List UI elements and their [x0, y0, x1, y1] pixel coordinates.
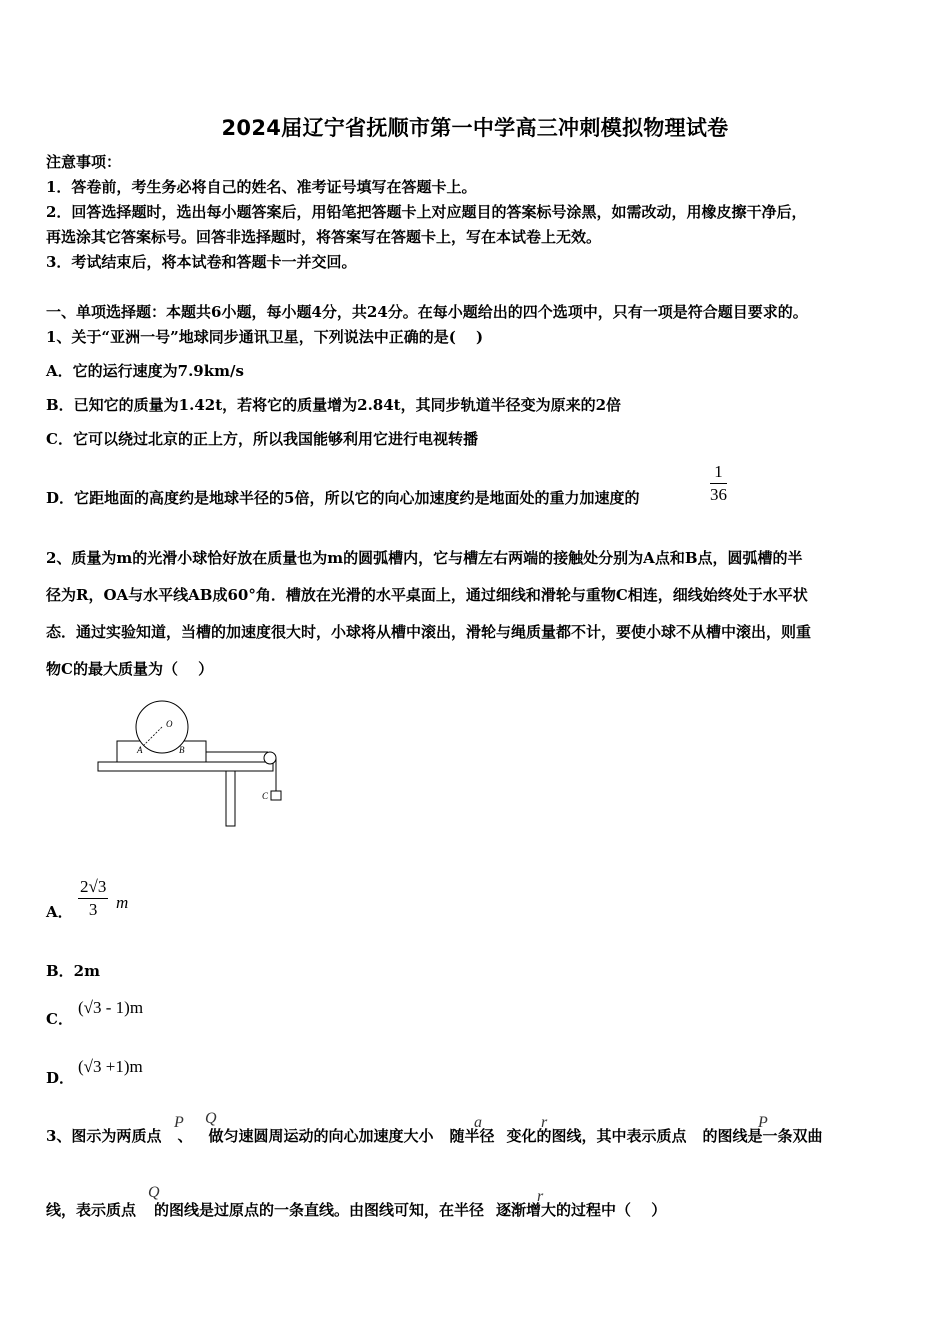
q2-option-c-label: C． [46, 1010, 73, 1028]
q1-option-a: A．它的运行速度为7.9km/s [46, 362, 244, 380]
q3-text: 线，表示质点 [46, 1201, 137, 1219]
notice-heading: 注意事项： [46, 153, 122, 171]
q3-var-r2: r [537, 1188, 544, 1205]
q3-var-p2: P [758, 1114, 768, 1131]
fraction-denominator: 3 [88, 900, 98, 919]
q1-stem: 1、关于“亚洲一号”地球同步通讯卫星，下列说法中正确的是( ) [46, 328, 484, 346]
pulley [264, 752, 276, 764]
q2-line-4: 物C的最大质量为（ ） [46, 660, 214, 678]
fraction-numerator: 2√3 [78, 877, 108, 899]
fraction-denominator: 36 [710, 485, 727, 504]
q3-var-a: a [474, 1114, 482, 1131]
q2-option-d-label: D． [46, 1069, 75, 1087]
q3-text: 逐渐增大的过程中（ ） [496, 1201, 667, 1219]
q3-text: 做匀速圆周运动的向心加速度大小 [208, 1127, 434, 1145]
q2-line-3: 态．通过实验知道，当槽的加速度很大时，小球将从槽中滚出，滑轮与绳质量都不计，要使小球不从槽中滚出，则重 [46, 623, 812, 641]
label-a: A [137, 745, 143, 755]
label-o: O [166, 719, 173, 729]
q3-line-1 [46, 1126, 823, 1146]
q3-text: 变化的图线，其中表示质点 [506, 1127, 687, 1145]
q2-option-a-var: m [116, 893, 129, 912]
label-b: B [179, 745, 185, 755]
weight-c [271, 791, 281, 800]
q1-option-d-fraction [710, 462, 727, 505]
q3-text: 随半径 [449, 1127, 495, 1145]
q2-line-2: 径为R，OA与水平线AB成60°角．槽放在光滑的水平桌面上，通过细线和滑轮与重物C相连，细线始终处于水平状 [46, 586, 808, 604]
q3-line-2 [46, 1200, 666, 1220]
page-title: 2024届辽宁省抚顺市第一中学高三冲刺模拟物理试卷 [221, 116, 729, 140]
q2-line-1: 2、质量为m的光滑小球恰好放在质量也为m的圆弧槽内，它与槽左右两端的接触处分别为A点和B点，圆弧槽的半 [46, 549, 803, 567]
table-leg [226, 771, 235, 826]
q3-var-q2: Q [148, 1184, 160, 1201]
q1-option-d: D．它距地面的高度约是地球半径的5倍，所以它的向心加速度约是地面处的重力加速度的 [46, 489, 640, 507]
q1-option-b: B．已知它的质量为1.42t，若将它的质量增为2.84t，其同步轨道半径变为原来的2倍 [46, 396, 622, 414]
section-heading: 一、单项选择题：本题共6小题，每小题4分，共24分。在每小题给出的四个选项中，只有一项是符合题目要求的。 [46, 303, 808, 321]
q2-option-a-label: A． [46, 903, 73, 921]
q2-figure [90, 695, 290, 835]
q3-text: 3、图示为两质点 [46, 1127, 162, 1145]
q3-text: 的图线是过原点的一条直线。由图线可知，在半径 [154, 1201, 485, 1219]
q1-option-c: C．它可以绕过北京的正上方，所以我国能够利用它进行电视转播 [46, 430, 478, 448]
q3-var-q: Q [205, 1110, 217, 1127]
notice-item-1: 1．答卷前，考生务必将自己的姓名、准考证号填写在答题卡上。 [46, 178, 477, 196]
fraction-numerator: 1 [710, 462, 727, 484]
notice-item-3: 3．考试结束后，将本试卷和答题卡一并交回。 [46, 253, 357, 271]
label-c: C [262, 791, 269, 801]
q2-option-a-fraction [78, 877, 108, 920]
q2-option-d-expr: (√3 +1)m [78, 1057, 143, 1076]
notice-item-2: 2．回答选择题时，选出每小题答案后，用铅笔把答题卡上对应题目的答案标号涂黑，如需改动，用橡皮擦干净后， [46, 203, 807, 221]
table-top [98, 762, 273, 771]
q2-option-c-expr: (√3 - 1)m [78, 998, 144, 1017]
notice-item-2-cont: 再选涂其它答案标号。回答非选择题时，将答案写在答题卡上，写在本试卷上无效。 [46, 228, 602, 246]
q3-var-p: P [174, 1114, 184, 1131]
q3-text: 的图线是一条双曲 [702, 1127, 823, 1145]
q2-option-b: B．2m [46, 962, 100, 980]
q3-var-r: r [541, 1114, 548, 1131]
q3-text: 、 [177, 1127, 193, 1145]
